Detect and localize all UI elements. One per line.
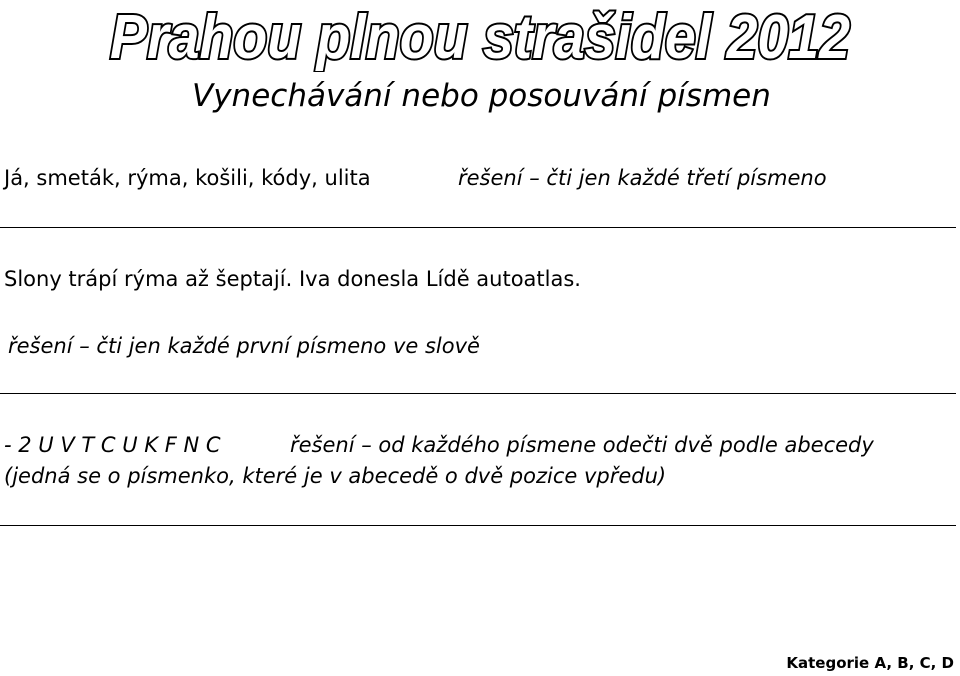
divider xyxy=(0,525,956,526)
category-label: Kategorie A, B, C, D xyxy=(786,654,954,672)
puzzle3-hint-line2: (jedná se o písmenko, které je v abecedě o dvě pozice vpředu) xyxy=(4,464,667,488)
divider xyxy=(0,393,956,394)
puzzle2-text: Slony trápí rýma až šeptají. Iva donesla Lídě autoatlas. xyxy=(4,267,581,291)
puzzle3-text: - 2 U V T C U K F N C xyxy=(4,433,221,457)
page-title: Prahou plnou strašidel 2012 xyxy=(110,3,850,72)
puzzle2-hint: řešení – čti jen každé první písmeno ve slově xyxy=(8,334,480,358)
puzzle1-text: Já, smeták, rýma, košili, kódy, ulita xyxy=(4,166,371,190)
divider xyxy=(0,227,956,228)
puzzle3-hint: řešení – od každého písmene odečti dvě podle abecedy xyxy=(290,433,874,457)
page-title-banner xyxy=(100,0,860,72)
page-title-graphic xyxy=(100,0,860,72)
puzzle1-hint: řešení – čti jen každé třetí písmeno xyxy=(458,166,827,190)
section-subtitle: Vynechávání nebo posouvání písmen xyxy=(192,78,771,114)
